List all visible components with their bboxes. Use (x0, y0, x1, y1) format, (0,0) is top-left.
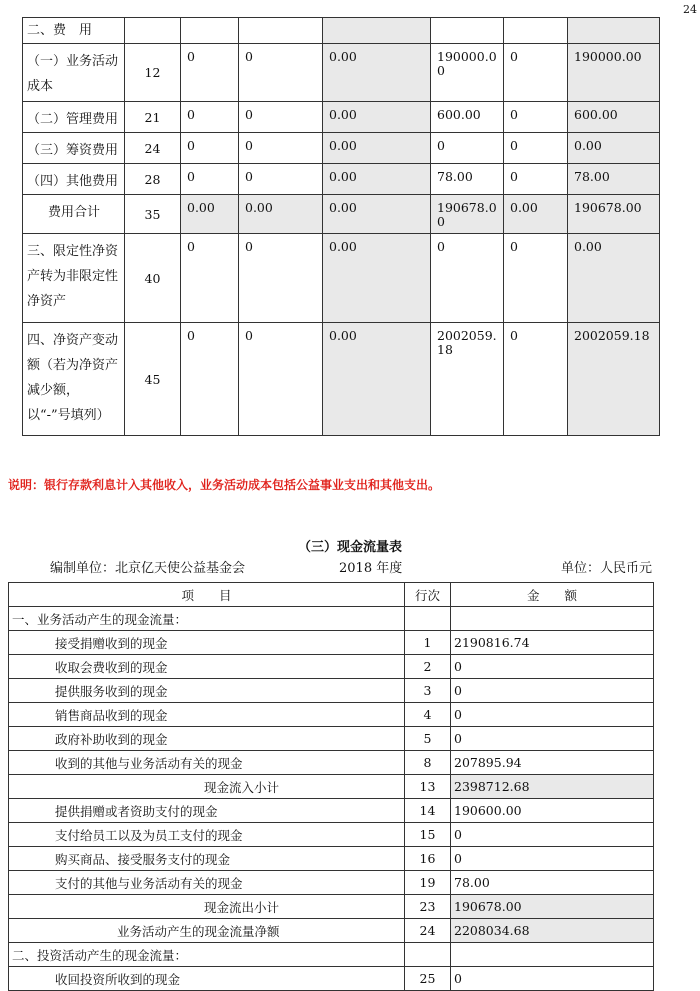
activity-row (23, 133, 660, 164)
cashflow-line: 14 (405, 799, 451, 823)
value-cell: 0 (504, 323, 568, 436)
activity-row (23, 195, 660, 234)
cashflow-line: 8 (405, 751, 451, 775)
row-label: 二、费 用 (23, 18, 125, 44)
cashflow-amount: 2398712.68 (451, 775, 654, 799)
value-cell: 0 (431, 234, 504, 323)
activity-row (23, 234, 660, 323)
value-cell: 0 (504, 133, 568, 164)
explanation-note: 说明：银行存款利息计入其他收入，业务活动成本包括公益事业支出和其他支出。 (8, 478, 441, 492)
line-number: 24 (125, 133, 181, 164)
value-cell (504, 18, 568, 44)
cashflow-item: 销售商品收到的现金 (9, 703, 405, 727)
value-cell (568, 18, 660, 44)
activity-row (23, 102, 660, 133)
header-item: 项 目 (9, 583, 405, 607)
cashflow-row (9, 703, 654, 727)
cashflow-amount: 190678.00 (451, 895, 654, 919)
cashflow-amount (451, 607, 654, 631)
header-amount: 金 额 (451, 583, 654, 607)
value-cell (181, 18, 239, 44)
cashflow-item: 支付给员工以及为员工支付的现金 (9, 823, 405, 847)
value-cell: 0.00 (568, 234, 660, 323)
value-cell: 190000.00 (568, 44, 660, 102)
cashflow-line: 13 (405, 775, 451, 799)
cashflow-row (9, 631, 654, 655)
cashflow-row (9, 895, 654, 919)
cashflow-amount: 0 (451, 847, 654, 871)
value-cell: 600.00 (431, 102, 504, 133)
value-cell: 78.00 (568, 164, 660, 195)
value-cell: 2002059.18 (568, 323, 660, 436)
value-cell: 0 (181, 133, 239, 164)
value-cell: 0 (239, 44, 323, 102)
value-cell: 0.00 (504, 195, 568, 234)
cashflow-line (405, 943, 451, 967)
cashflow-item: 二、投资活动产生的现金流量： (9, 943, 405, 967)
cashflow-row (9, 871, 654, 895)
value-cell: 190000.00 (431, 44, 504, 102)
cashflow-amount: 0 (451, 823, 654, 847)
cashflow-item: 现金流出小计 (9, 895, 405, 919)
cashflow-line: 5 (405, 727, 451, 751)
value-cell: 0 (181, 323, 239, 436)
cashflow-amount (451, 943, 654, 967)
line-number: 28 (125, 164, 181, 195)
activity-statement-table (22, 17, 660, 436)
cashflow-item: 支付的其他与业务活动有关的现金 (9, 871, 405, 895)
row-label: 费用合计 (23, 195, 125, 234)
value-cell: 0 (239, 323, 323, 436)
header-line: 行次 (405, 583, 451, 607)
value-cell: 0 (239, 102, 323, 133)
value-cell: 0.00 (568, 133, 660, 164)
value-cell: 2002059.18 (431, 323, 504, 436)
cashflow-line: 3 (405, 679, 451, 703)
cashflow-item: 收到的其他与业务活动有关的现金 (9, 751, 405, 775)
cashflow-item: 业务活动产生的现金流量净额 (9, 919, 405, 943)
cashflow-item: 提供服务收到的现金 (9, 679, 405, 703)
cashflow-amount: 2208034.68 (451, 919, 654, 943)
value-cell: 190678.00 (568, 195, 660, 234)
value-cell: 0.00 (181, 195, 239, 234)
cashflow-amount: 207895.94 (451, 751, 654, 775)
cashflow-row (9, 655, 654, 679)
cashflow-item: 现金流入小计 (9, 775, 405, 799)
cashflow-row (9, 943, 654, 967)
row-label: （二）管理费用 (23, 102, 125, 133)
cashflow-amount: 78.00 (451, 871, 654, 895)
cashflow-table (8, 582, 654, 991)
cashflow-amount: 0 (451, 703, 654, 727)
cashflow-title: （三）现金流量表 (297, 540, 402, 555)
value-cell: 0 (431, 133, 504, 164)
value-cell: 0.00 (323, 323, 431, 436)
value-cell (239, 18, 323, 44)
row-label: （三）筹资费用 (23, 133, 125, 164)
value-cell: 78.00 (431, 164, 504, 195)
cashflow-amount: 0 (451, 679, 654, 703)
activity-row (23, 44, 660, 102)
row-label: 三、限定性净资产转为非限定性净资产 (23, 234, 125, 323)
cashflow-line (405, 607, 451, 631)
cashflow-item: 接受捐赠收到的现金 (9, 631, 405, 655)
value-cell: 0 (239, 133, 323, 164)
cashflow-amount: 2190816.74 (451, 631, 654, 655)
value-cell (431, 18, 504, 44)
page-number: 24 (683, 3, 697, 16)
cashflow-row (9, 847, 654, 871)
cashflow-row (9, 823, 654, 847)
value-cell: 0 (181, 164, 239, 195)
cashflow-item: 提供捐赠或者资助支付的现金 (9, 799, 405, 823)
cashflow-row (9, 751, 654, 775)
cashflow-item: 一、业务活动产生的现金流量： (9, 607, 405, 631)
line-number: 45 (125, 323, 181, 436)
cashflow-amount: 190600.00 (451, 799, 654, 823)
cashflow-row (9, 799, 654, 823)
row-label: （四）其他费用 (23, 164, 125, 195)
cashflow-line: 1 (405, 631, 451, 655)
value-cell: 0 (504, 234, 568, 323)
cashflow-header-row (9, 583, 654, 607)
cashflow-line: 15 (405, 823, 451, 847)
cashflow-row (9, 967, 654, 991)
cashflow-line: 4 (405, 703, 451, 727)
value-cell: 0 (239, 234, 323, 323)
row-label: 四、净资产变动额（若为净资产减少额，以“-”号填列） (23, 323, 125, 436)
cashflow-row (9, 919, 654, 943)
value-cell: 0 (504, 164, 568, 195)
line-number: 40 (125, 234, 181, 323)
line-number: 21 (125, 102, 181, 133)
activity-row (23, 18, 660, 44)
prepared-by: 编制单位：北京亿天使公益基金会 (50, 561, 246, 576)
cashflow-line: 23 (405, 895, 451, 919)
cashflow-line: 16 (405, 847, 451, 871)
currency-unit: 单位：人民币元 (561, 561, 653, 576)
cashflow-amount: 0 (451, 967, 654, 991)
value-cell: 0 (504, 102, 568, 133)
value-cell: 0.00 (323, 44, 431, 102)
cashflow-amount: 0 (451, 655, 654, 679)
cashflow-item: 收取会费收到的现金 (9, 655, 405, 679)
cashflow-item: 收回投资所收到的现金 (9, 967, 405, 991)
value-cell: 0 (181, 44, 239, 102)
line-number: 12 (125, 44, 181, 102)
cashflow-item: 政府补助收到的现金 (9, 727, 405, 751)
value-cell: 0.00 (239, 195, 323, 234)
activity-row (23, 164, 660, 195)
value-cell: 0 (181, 102, 239, 133)
cashflow-line: 24 (405, 919, 451, 943)
value-cell: 0.00 (323, 102, 431, 133)
value-cell: 600.00 (568, 102, 660, 133)
cashflow-amount: 0 (451, 727, 654, 751)
value-cell: 0.00 (323, 133, 431, 164)
value-cell: 0 (504, 44, 568, 102)
value-cell: 0.00 (323, 195, 431, 234)
line-number (125, 18, 181, 44)
activity-row (23, 323, 660, 436)
cashflow-row (9, 727, 654, 751)
value-cell: 0.00 (323, 234, 431, 323)
value-cell: 0 (181, 234, 239, 323)
cashflow-line: 19 (405, 871, 451, 895)
value-cell (323, 18, 431, 44)
value-cell: 190678.00 (431, 195, 504, 234)
cashflow-line: 2 (405, 655, 451, 679)
cashflow-row (9, 679, 654, 703)
row-label: （一）业务活动成本 (23, 44, 125, 102)
cashflow-row (9, 775, 654, 799)
cashflow-row (9, 607, 654, 631)
line-number: 35 (125, 195, 181, 234)
value-cell: 0 (239, 164, 323, 195)
report-year: 2018 年度 (339, 561, 403, 576)
cashflow-line: 25 (405, 967, 451, 991)
cashflow-item: 购买商品、接受服务支付的现金 (9, 847, 405, 871)
value-cell: 0.00 (323, 164, 431, 195)
